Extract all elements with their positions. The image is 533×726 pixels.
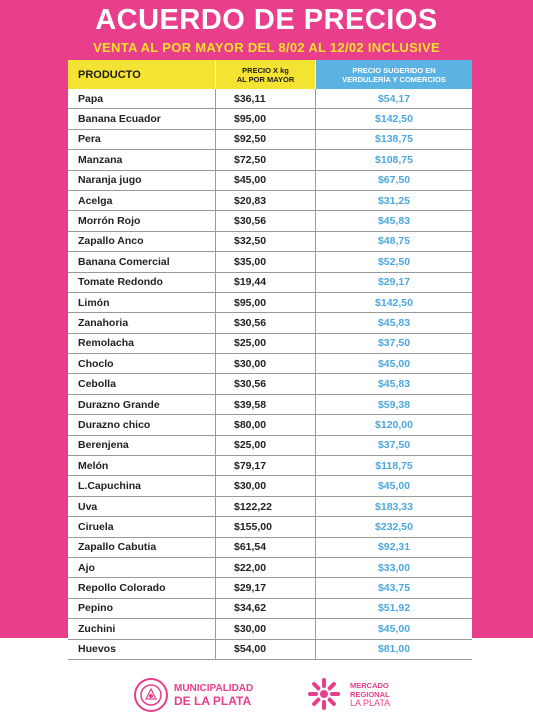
- product-name: Pepino: [68, 599, 216, 618]
- product-name: Banana Comercial: [68, 252, 216, 271]
- wholesale-price: $30,56: [216, 313, 316, 332]
- table-row: [68, 232, 472, 252]
- product-name: Melón: [68, 456, 216, 475]
- suggested-price: $108,75: [375, 153, 413, 166]
- product-name: Limón: [68, 293, 216, 312]
- price-table: [68, 60, 472, 664]
- product-name: Ajo: [68, 558, 216, 577]
- column-header-product: PRODUCTO: [68, 60, 216, 89]
- wholesale-price: $72,50: [216, 150, 316, 169]
- suggested-price: $43,75: [377, 582, 411, 595]
- column-header-suggested-price: [316, 60, 472, 89]
- table-body: [68, 89, 472, 660]
- suggested-price: $45,83: [377, 378, 411, 391]
- municipality-name-line1: MUNICIPALIDAD: [174, 683, 254, 694]
- wholesale-price: $61,54: [216, 538, 316, 557]
- table-row: [68, 109, 472, 129]
- product-name: Acelga: [68, 191, 216, 210]
- table-row: [68, 89, 472, 109]
- suggested-price: $92,31: [377, 541, 411, 554]
- wholesale-price: $22,00: [216, 558, 316, 577]
- suggested-price: $54,17: [377, 92, 411, 105]
- product-name: Zapallo Cabutia: [68, 538, 216, 557]
- table-row: [68, 517, 472, 537]
- suggested-price: $51,92: [377, 602, 411, 615]
- product-name: Ciruela: [68, 517, 216, 536]
- product-name: Tomate Redondo: [68, 273, 216, 292]
- table-row: [68, 354, 472, 374]
- suggested-price: $183,33: [375, 500, 413, 513]
- suggested-price: $138,75: [375, 133, 413, 146]
- table-row: [68, 252, 472, 272]
- wholesale-price: $30,00: [216, 354, 316, 373]
- wholesale-price: $155,00: [216, 517, 316, 536]
- product-name: Papa: [68, 89, 216, 108]
- suggested-price: $118,75: [375, 459, 413, 472]
- suggested-price: $67,50: [377, 174, 411, 187]
- wholesale-price: $20,83: [216, 191, 316, 210]
- table-row: [68, 171, 472, 191]
- suggested-price: $142,50: [375, 296, 413, 309]
- suggested-price: $45,00: [377, 357, 411, 370]
- suggested-price: $59,38: [377, 398, 411, 411]
- table-row: [68, 415, 472, 435]
- table-header: [68, 60, 472, 89]
- wholesale-price: $95,00: [216, 109, 316, 128]
- table-row: [68, 619, 472, 639]
- suggested-price: $81,00: [377, 643, 411, 656]
- wholesale-price: $30,56: [216, 374, 316, 393]
- wholesale-price: $30,00: [216, 619, 316, 638]
- wholesale-price: $19,44: [216, 273, 316, 292]
- product-name: Manzana: [68, 150, 216, 169]
- product-name: Durazno Grande: [68, 395, 216, 414]
- market-name-line1: MERCADO: [350, 680, 389, 690]
- product-name: Pera: [68, 130, 216, 149]
- product-name: Naranja jugo: [68, 171, 216, 190]
- suggested-price: $142,50: [375, 113, 413, 126]
- wholesale-price: $36,11: [216, 89, 316, 108]
- wholesale-price: $79,17: [216, 456, 316, 475]
- column-header-wholesale-price-line2: AL POR MAYOR: [236, 74, 295, 84]
- wholesale-price: $54,00: [216, 640, 316, 659]
- table-row: [68, 395, 472, 415]
- table-row: [68, 558, 472, 578]
- wholesale-price: $25,00: [216, 436, 316, 455]
- wholesale-price: $32,50: [216, 232, 316, 251]
- footer: [0, 664, 533, 726]
- table-row: [68, 273, 472, 293]
- table-row: [68, 150, 472, 170]
- product-name: Berenjena: [68, 436, 216, 455]
- municipality-name: [174, 683, 253, 707]
- wholesale-price: $34,62: [216, 599, 316, 618]
- municipality-name-line2: DE LA PLATA: [174, 694, 252, 708]
- suggested-price: $45,00: [377, 622, 411, 635]
- product-name: Choclo: [68, 354, 216, 373]
- table-row: [68, 497, 472, 517]
- product-name: Remolacha: [68, 334, 216, 353]
- product-name: Zapallo Anco: [68, 232, 216, 251]
- suggested-price: $45,83: [377, 215, 411, 228]
- wholesale-price: $45,00: [216, 171, 316, 190]
- market-name-line2: REGIONAL: [350, 689, 390, 699]
- suggested-price: $45,00: [377, 480, 411, 493]
- wholesale-price: $122,22: [216, 497, 316, 516]
- page-title: ACUERDO DE PRECIOS: [95, 4, 438, 36]
- product-name: Repollo Colorado: [68, 578, 216, 597]
- table-row: [68, 293, 472, 313]
- table-row: [68, 599, 472, 619]
- suggested-price: $37,50: [377, 337, 411, 350]
- wholesale-price: $95,00: [216, 293, 316, 312]
- table-row: [68, 436, 472, 456]
- table-row: [68, 130, 472, 150]
- suggested-price: $52,50: [377, 255, 411, 268]
- product-name: Morrón Rojo: [68, 211, 216, 230]
- municipality-seal-icon: [134, 678, 168, 712]
- product-name: Huevos: [68, 640, 216, 659]
- column-header-wholesale-price-line1: PRECIO X kg: [242, 65, 289, 75]
- column-header-suggested-price-line1: PRECIO SUGERIDO EN: [352, 65, 436, 75]
- table-row: [68, 538, 472, 558]
- wholesale-price: $25,00: [216, 334, 316, 353]
- market-logo: [306, 676, 390, 712]
- wholesale-price: $80,00: [216, 415, 316, 434]
- market-name: [350, 681, 390, 708]
- wholesale-price: $35,00: [216, 252, 316, 271]
- table-row: [68, 334, 472, 354]
- product-name: Cebolla: [68, 374, 216, 393]
- table-row: [68, 578, 472, 598]
- suggested-price: $45,83: [377, 316, 411, 329]
- product-name: Banana Ecuador: [68, 109, 216, 128]
- suggested-price: $33,00: [377, 561, 411, 574]
- suggested-price: $48,75: [377, 235, 411, 248]
- table-row: [68, 313, 472, 333]
- product-name: Durazno chico: [68, 415, 216, 434]
- suggested-price: $120,00: [375, 418, 413, 431]
- wholesale-price: $92,50: [216, 130, 316, 149]
- wholesale-price: $30,00: [216, 476, 316, 495]
- municipality-logo: [134, 678, 253, 712]
- table-row: [68, 211, 472, 231]
- product-name: Uva: [68, 497, 216, 516]
- suggested-price: $37,50: [377, 439, 411, 452]
- table-row: [68, 640, 472, 660]
- column-header-suggested-price-line2: VERDULERÍA Y COMERCIOS: [342, 74, 446, 84]
- suggested-price: $29,17: [377, 276, 411, 289]
- wholesale-price: $39,58: [216, 395, 316, 414]
- column-header-wholesale-price: [216, 60, 316, 89]
- page-subtitle: VENTA AL POR MAYOR DEL 8/02 AL 12/02 INCLUSIVE: [93, 40, 440, 55]
- table-row: [68, 191, 472, 211]
- market-flower-icon: [306, 676, 342, 712]
- product-name: L.Capuchina: [68, 476, 216, 495]
- product-name: Zanahoria: [68, 313, 216, 332]
- market-name-line3: LA PLATA: [350, 697, 391, 708]
- wholesale-price: $30,56: [216, 211, 316, 230]
- suggested-price: $31,25: [377, 194, 411, 207]
- product-name: Zuchini: [68, 619, 216, 638]
- suggested-price: $232,50: [375, 520, 413, 533]
- wholesale-price: $29,17: [216, 578, 316, 597]
- table-row: [68, 456, 472, 476]
- table-row: [68, 374, 472, 394]
- table-row: [68, 476, 472, 496]
